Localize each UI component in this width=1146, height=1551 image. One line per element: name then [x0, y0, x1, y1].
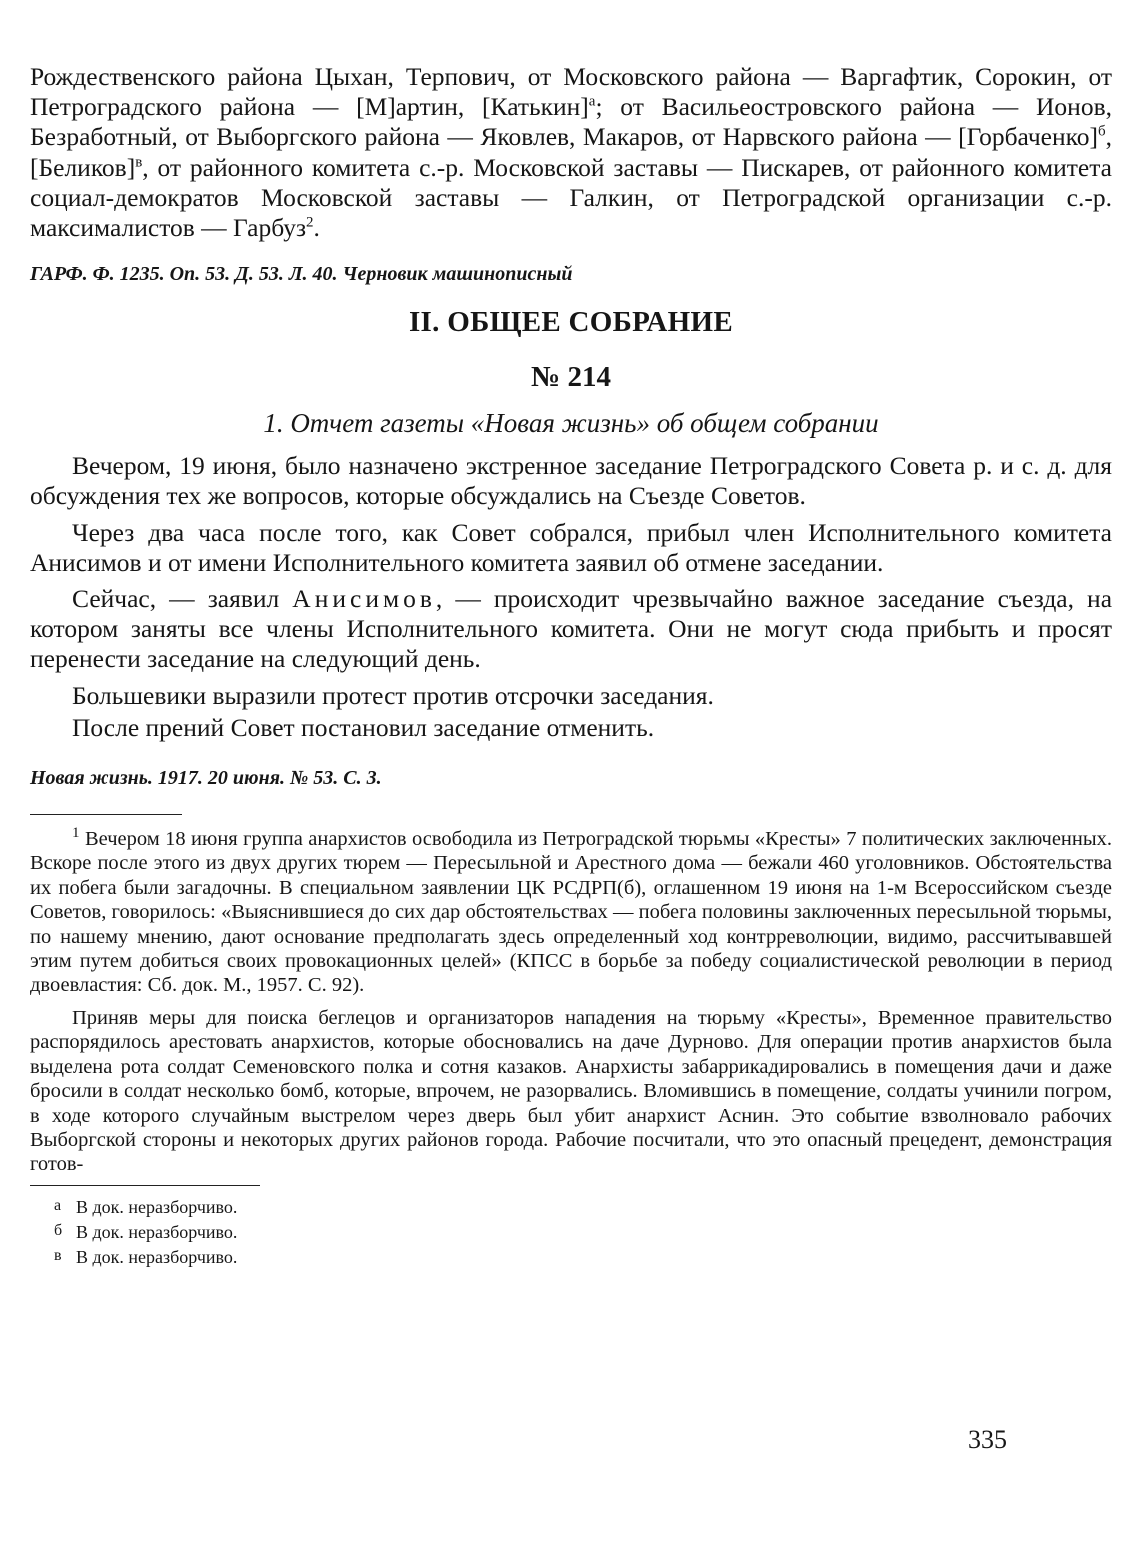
- text-note-v-mark: в: [54, 1246, 62, 1264]
- top-paragraph: [30, 62, 1112, 243]
- text-note-a: [30, 1194, 1112, 1219]
- top-paragraph-text-3: , [Беликов]: [30, 122, 1112, 182]
- top-paragraph-text-2: ; от Васильеостровского района — Ионов, Безработный, от Выборгского района — Яковлев, Макаров, от Нарвского района — [Горбаченко]: [30, 92, 1112, 152]
- footnote-divider: [30, 814, 182, 815]
- document-page: [30, 62, 1112, 1269]
- footnote-1-continuation: Приняв меры для поиска беглецов и организаторов нападения на тюрьму «Кресты», Временное правительство распорядилось арестовать анархистов, которые обосновались на даче Дурново. Для операции против анархистов была выделена рота солдат Семеновского полка и сотня казаков. Анархисты забаррикадировались в помещения дачи и даже бросили в солдат несколько бомб, которые, впрочем, не разорвались. Вломившись в помещение, солдаты учинили погром, в ходе которого случайным выстрелом через дверь был убит анархист Аснин. Это событие взволновало рабочих Выборгской стороны и некоторых других районов города. Рабочие посчитали, что это опасный прецедент, демонстрация готов-: [30, 1006, 1112, 1176]
- body-paragraph-3-rest: , — происходит чрезвычайно важное заседание съезда, на котором заняты все члены Исполнительного комитета. Они не могут сюда прибыть и просят перенести заседание на следующий день.: [30, 584, 1113, 674]
- body-paragraph-2: Через два часа после того, как Совет собрался, прибыл член Исполнительного комитета Анисимов и от имени Исполнительного комитета заявил об отмене заседании.: [30, 517, 1112, 577]
- notes-divider: [30, 1185, 260, 1186]
- text-notes: [30, 1194, 1112, 1269]
- footnote-ref-2: 2: [306, 214, 314, 231]
- text-note-a-mark: а: [54, 1196, 62, 1214]
- document-number: № 214: [531, 361, 611, 394]
- archive-source-reference: ГАРФ. Ф. 1235. Оп. 53. Д. 53. Л. 40. Черновик машинописный: [30, 263, 573, 286]
- footnote-1: [30, 827, 1112, 998]
- text-note-a-text: В док. неразборчиво.: [76, 1196, 238, 1217]
- newspaper-source-reference: Новая жизнь. 1917. 20 июня. № 53. С. 3.: [30, 767, 382, 790]
- top-paragraph-text-4: , от районного комитета с.-р. Московской заставы — Пискарев, от районного комитета социал-демократов Московской заставы — Галкин, от Петроградской организации с.-р. максималистов — Гарбуз: [30, 152, 1112, 243]
- body-paragraph-3-start: Сейчас, — заявил: [72, 584, 293, 614]
- body-paragraph-5: После прений Совет постановил заседание отменить.: [72, 712, 655, 742]
- text-note-b-mark: б: [54, 1221, 63, 1239]
- text-note-v: [30, 1244, 1112, 1269]
- speaker-name: Анисимов: [292, 584, 436, 614]
- footnote-1-text: Вечером 18 июня группа анархистов освободила из Петроградской тюрьмы «Кресты» 7 политических заключенных. Вскоре после этого из двух других тюрем — Пересыльной и Арестного дома — бежали 460 уголовников. Обстоятельства их побега были загадочны. В специальном заявлении ЦК РСДРП(б), оглашенном 19 июня на 1-м Всероссийском съезде Советов, говорилось: «Выяснившиеся до сих дар обстоятельствах — побега половины заключенных пересыльной тюрьмы, по нашему мнению, дают основание предполагать здесь определенный ход контрреволюции, видимо, рассчитывавшей этим путем добиться своих провокационных целей» (КПСС в борьбе за победу социалистической революции в период двоевластия: Сб. док. М., 1957. С. 92).: [30, 828, 1113, 997]
- section-title: II. ОБЩЕЕ СОБРАНИЕ: [408, 306, 734, 339]
- page-number: 335: [968, 1425, 1007, 1454]
- body-paragraph-1: Вечером, 19 июня, было назначено экстренное заседание Петроградского Совета р. и с. д. для обсуждения тех же вопросов, которые обсуждались на Съезде Советов.: [30, 451, 1112, 511]
- text-note-b-text: В док. неразборчиво.: [76, 1221, 238, 1242]
- body-paragraph-3: [30, 584, 1112, 675]
- text-note-b: [30, 1219, 1112, 1244]
- top-paragraph-text-1: Рождественского района Цыхан, Терпович, от Московского района — Варгафтик, Сорокин, от Петроградского района — [М]артин, [Катькин]: [30, 62, 1112, 122]
- document-subtitle: 1. Отчет газеты «Новая жизнь» об общем собрании: [263, 408, 879, 439]
- text-note-v-text: В док. неразборчиво.: [76, 1246, 238, 1267]
- top-paragraph-text-5: .: [313, 213, 320, 243]
- note-ref-v: в: [135, 154, 143, 171]
- note-ref-b: б: [1097, 123, 1106, 140]
- note-ref-a: а: [588, 93, 596, 110]
- body-paragraph-4: Большевики выразили протест против отсрочки заседания.: [72, 680, 714, 710]
- footnote-1-mark: 1: [72, 825, 80, 842]
